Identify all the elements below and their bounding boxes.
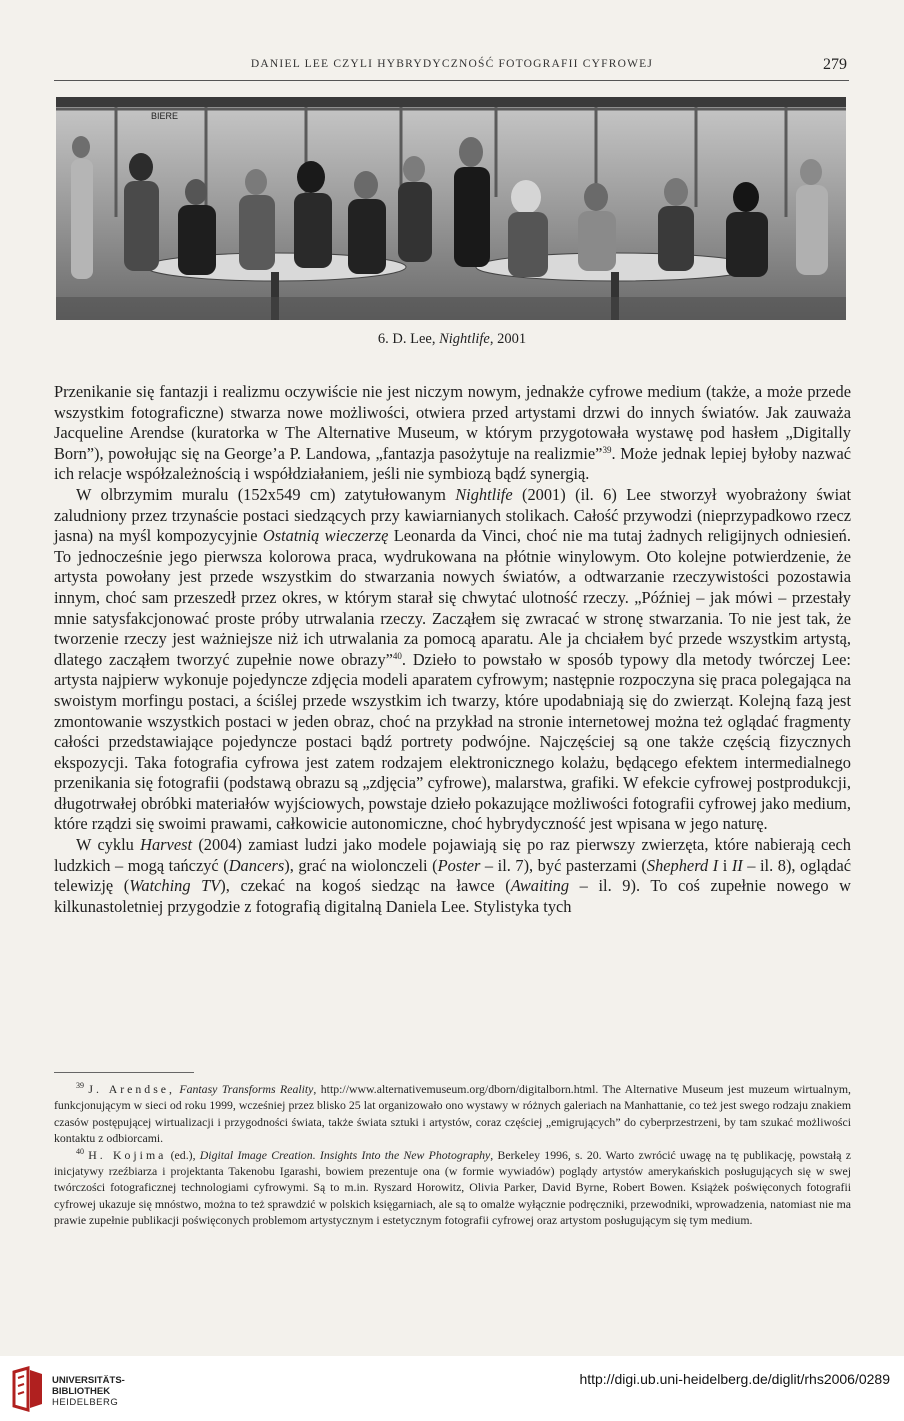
running-head: DANIEL LEE CZYLI HYBRYDYCZNOŚĆ FOTOGRAFII CYFROWEJ bbox=[250, 58, 654, 70]
photo-sign-text: BIERE bbox=[151, 111, 179, 121]
caption-title: Nightlife bbox=[439, 331, 490, 347]
paragraph-1: Przenikanie się fantazji i realizmu oczywiście nie jest niczym nowym, jednakże cyfrowe medium (także, a może przede wszystkim fotograficzne) stwarza nowe możliwości, otwiera przed artystami drzwi do innych światów. Jak zauważa Jacqueline Arendse (kuratorka w The Alternative Museum, w którym przygotowała wystawę pod hasłem „Digitally Born”), powołując się na George’a P. Landowa, „fantazja pasożytuje na realizmie”$^{39}$. Może jednak lepiej byłoby nazwać ich relacje współzależnością i współdziałaniem, jeśli nie symbiozą bądź synergią. bbox=[54, 382, 851, 484]
footnote-rule bbox=[54, 1072, 194, 1073]
photo-background bbox=[56, 97, 846, 320]
body-text bbox=[54, 382, 851, 917]
paragraph-3: W cyklu Harvest (2004) zamiast ludzi jako modele pojawiają się po raz pierwszy zwierzęta, które nabierają cech ludzkich – mogą tańczyć (Dancers), grać na wiolonczeli (Poster – il. 7), być pasterzami (Shepherd I i II – il. 8), oglądać telewizję (Watching TV), czekać na kogoś siedząc na ławce (Awaiting – il. 9). To coś zupełnie nowego w kilkunastoletniej przygodzie z fotografią digitalną Daniela Lee. Stylistyka tych bbox=[54, 835, 852, 916]
figure-photo-nightlife bbox=[56, 97, 846, 320]
footnote-39: $^{39}$ J. Arendse, Fantasy Transforms Reality, http://www.alternativemuseum.org/dborn/digitalborn.html. The Alternative Museum jest muzeum wirtualnym, funkcjonującym w sieci od roku 1999, wcześniej przez blisko 25 lat organizowało ono wystawy w różnych galeriach na Manhattanie, co też jest swego rodzaju znakiem czasów postępującej wirtualizacji i przygodności świata, także świata sztuki i artystów, coraz częściej „emigrujących” do cyberprzestrzeni, by tam szukać możliwości kontaktu z odbiorcami. bbox=[54, 1081, 851, 1146]
footnote-40: $^{40}$ H. Kojima (ed.), Digital Image Creation. Insights Into the New Photography, Berkeley 1996, s. 20. Warto zwrócić uwagę na tę publikację, powstałą z inicjatywy rzeźbiarza i projektanta Takenobu Igarashi, bowiem prezentuje ona (w formie wywiadów) poglądy artystów amerykańskich posługujących się w swej twórczości fotograficznej technologiami cyfrowymi. Są to m.in. Ryszard Horowitz, Olivia Parker, David Byrne, Robert Bowen. Książek poświęconych fotografii cyfrowej ukazuje się mnóstwo, można to też sprawdzić w polskich księgarniach, ale są to omalże wyłącznie podręczniki, przewodniki, wprowadzenia, natomiast nie ma prawie zupełnie publikacji poświęconych problemom artystycznym i estetycznym fotografii cyfrowej oraz artystom posługującym się tym medium. bbox=[54, 1146, 851, 1228]
digitization-footer bbox=[0, 1356, 904, 1421]
footnote-ref-40: 40 bbox=[392, 650, 402, 661]
footnotes bbox=[54, 1081, 851, 1229]
library-logo-icon bbox=[8, 1364, 48, 1414]
paragraph-2: W olbrzymim muralu (152x549 cm) zatytułowanym Nightlife (2001) (il. 6) Lee stworzył wyobrażony świat zaludniony przez trzynaście postaci siedzących przy kawiarnianych stolikach. Całość przywodzi (nieprzypadkowo rzecz jasna) na myśl kompozycyjnie Ostatnią wieczerzę Leonarda da Vinci, choć nie ma tutaj żadnych religijnych odniesień. To jednocześnie jego pierwsza kolorowa praca, wydrukowana na płótnie winylowym. Oto kolejne potwierdzenie, że artysta powołany jest przede wszystkim do stwarzania nowych światów, a odtwarzanie rzeczywistości pozostawia innym, choć sam przeszedł przez okres, w którym starał się chwytać ulotność rzeczy. „Później – jak mówi – przestały mnie satysfakcjonować proste próby utrwalania rzeczy. Zacząłem się zwracać w stronę stwarzania. To nie jest tak, że tworzenie rzeczy jest ważniejsze niż ich utrwalania za pomocą aparatu. Ale ja chciałem być przede wszystkim artystą, dlatego zacząłem tworzyć zupełnie nowe obrazy”$^{40}$. Dzieło to powstało w sposób typowy dla metody twórczej Lee: artysta najpierw wykonuje pojedyncze zdjęcia modeli aparatem cyfrowym; następnie rozpoczyna się praca polegająca na swoistym morfingu postaci, a ściślej przede wszystkim ich twarzy, które upodabniają się do zwierząt. Kolejną fazą jest zmontowanie wszystkich postaci w jeden obraz, choć na przykład na stronie internetowej można też oglądać fragmenty całości przedstawiające pojedyncze postaci bądź portrety podwójne. Najczęściej są one także częścią fizycznych ekspozycji. Taka fotografia cyfrowa jest zatem rodzajem elektronicznego kolażu, będącego efektem intermedialnego przenikania się fotografii (podstawą obrazu są „zdjęcia” cyfrowe), malarstwa, grafiki. W efekcie cyfrowej postprodukcji, długotrwałej obróbki materiałów wyjściowych, powstaje dzieło pokazujące możliwości fotografii cyfrowej jako medium, które rządzi się swoimi prawami, całkowicie autonomiczne, choć hybrydyczność jest wpisana w jego naturę. bbox=[54, 484, 852, 834]
footnote-ref-39: 39 bbox=[602, 444, 612, 455]
figure-caption: 6. D. Lee, Nightlife, 2001 bbox=[377, 331, 527, 347]
source-url-link[interactable]: http://digi.ub.uni-heidelberg.de/diglit/rhs2006/0289 bbox=[579, 1371, 890, 1387]
header-rule bbox=[54, 80, 849, 81]
library-logo-text: UNIVERSITÄTS- BIBLIOTHEK HEIDELBERG bbox=[52, 1375, 125, 1408]
page-number: 279 bbox=[823, 56, 847, 73]
